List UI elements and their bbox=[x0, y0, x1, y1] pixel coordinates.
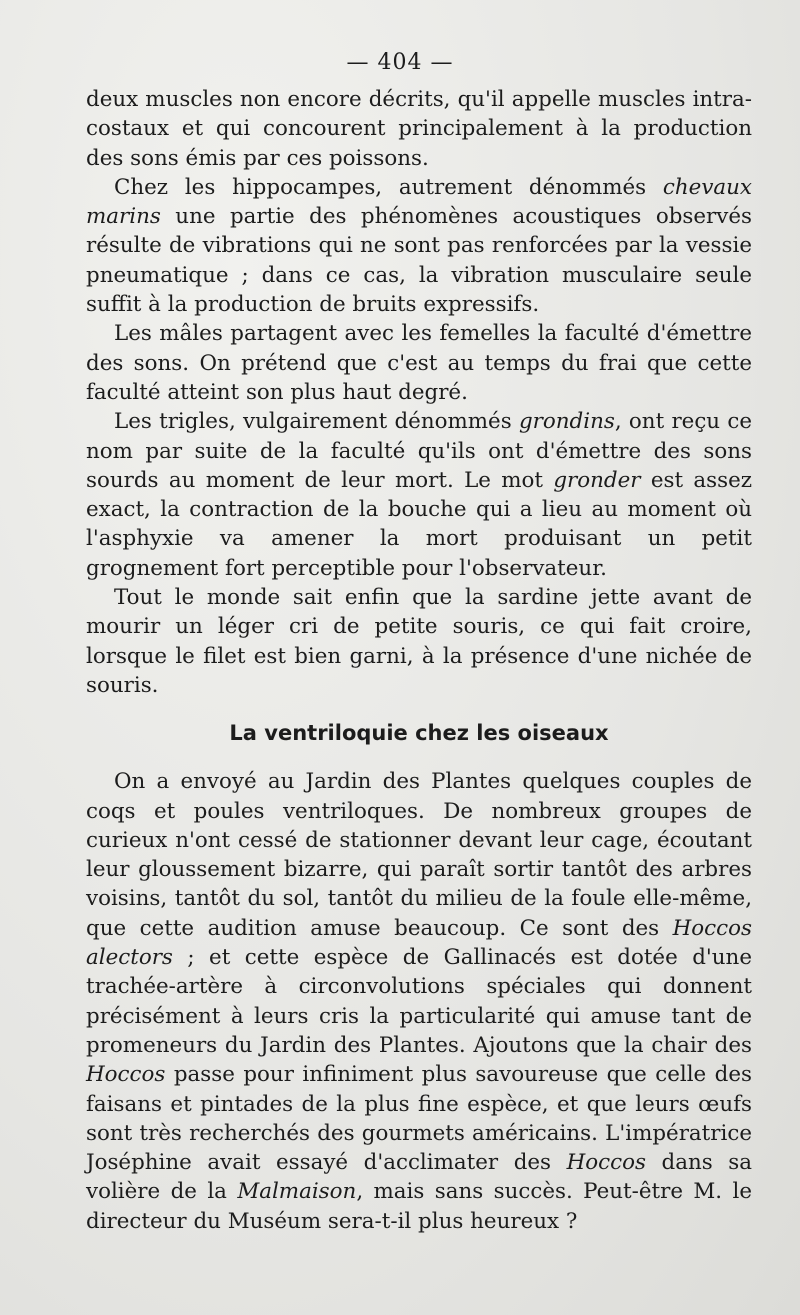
section-after bbox=[86, 767, 752, 1236]
text-run: Les trigles, vulgairement dénommés bbox=[114, 409, 519, 435]
text-run: Les mâles partagent avec les femelles la faculté d'émettre des sons. On prétend que c'est au temps du frai que cette faculté atteint son plus haut degré. bbox=[86, 321, 752, 405]
section-heading: La ventriloquie chez les oiseaux bbox=[229, 721, 609, 746]
page-number: — 404 — bbox=[346, 50, 454, 75]
italic-term: gronder bbox=[553, 467, 641, 493]
text-run: une partie des phénomènes acoustiques observés résulte de vibrations qui ne sont pas renforcées par la vessie pneumatique ; dans ce cas, la vibration musculaire seule suffit à la production de bruits expressifs. bbox=[86, 204, 752, 318]
italic-term: Malmaison bbox=[237, 1179, 357, 1205]
paragraph bbox=[86, 407, 752, 583]
text-run: deux muscles non encore décrits, qu'il appelle muscles intra-costaux et qui concourent principalement à la production des sons émis par ces poissons. bbox=[86, 87, 752, 171]
text-run: Chez les hippocampes, autrement dénommés bbox=[114, 174, 663, 200]
text-run: Tout le monde sait enfin que la sardine jette avant de mourir un léger cri de petite souris, ce qui fait croire, lorsque le filet est bien garni, à la présence d'une nichée de souris. bbox=[86, 585, 752, 698]
text-run: passe pour infiniment plus savoureuse que celle des faisans et pintades de la plus fine espèce, et que leurs œufs sont très recherchés des gourmets américains. L'impératrice Joséphine avait essayé d'acclimater des bbox=[86, 1062, 752, 1176]
text-run: est assez exact, la contraction de la bouche qui a lieu au moment où l'asphyxie va amener la mort produisant un petit grognement fort perceptible pour l'observateur. bbox=[86, 467, 753, 581]
paragraph bbox=[86, 319, 752, 407]
paragraph bbox=[86, 173, 752, 319]
italic-term: Hoccos alectors bbox=[86, 915, 752, 971]
paragraph bbox=[86, 85, 752, 173]
text-run: , ont reçu ce nom par suite de la faculté qu'ils ont d'émettre des sons sourds au moment de leur mort. Le mot bbox=[86, 409, 752, 493]
italic-term: grondins bbox=[518, 409, 615, 435]
text-run: , mais sans succès. Peut-être M. le directeur du Muséum sera-t-il plus heureux ? bbox=[86, 1179, 752, 1234]
text-run: dans sa volière de la bbox=[86, 1150, 752, 1205]
text-run: On a envoyé au Jardin des Plantes quelques couples de coqs et poules ventriloques. De nombreux groupes de curieux n'ont cessé de stationner devant leur cage, écoutant leur gloussement bizarre, qui paraît sortir tantôt des arbres voisins, tantôt du sol, tantôt du milieu de la foule elle-même, que cette audition amuse beaucoup. Ce sont des bbox=[86, 769, 752, 941]
paragraph bbox=[86, 583, 752, 700]
text-run: ; et cette espèce de Gallinacés est dotée d'une trachée-artère à circonvolutions spéciales qui donnent précisément à leurs cris la particularité qui amuse tant de promeneurs du Jardin des Plantes. Ajoutons que la chair des bbox=[86, 945, 752, 1058]
italic-term: chevaux marins bbox=[86, 174, 752, 230]
italic-term: Hoccos bbox=[566, 1150, 646, 1176]
paragraph bbox=[86, 767, 752, 1236]
text-block bbox=[86, 85, 752, 1236]
italic-term: Hoccos bbox=[86, 1062, 166, 1088]
section-before bbox=[86, 85, 752, 700]
